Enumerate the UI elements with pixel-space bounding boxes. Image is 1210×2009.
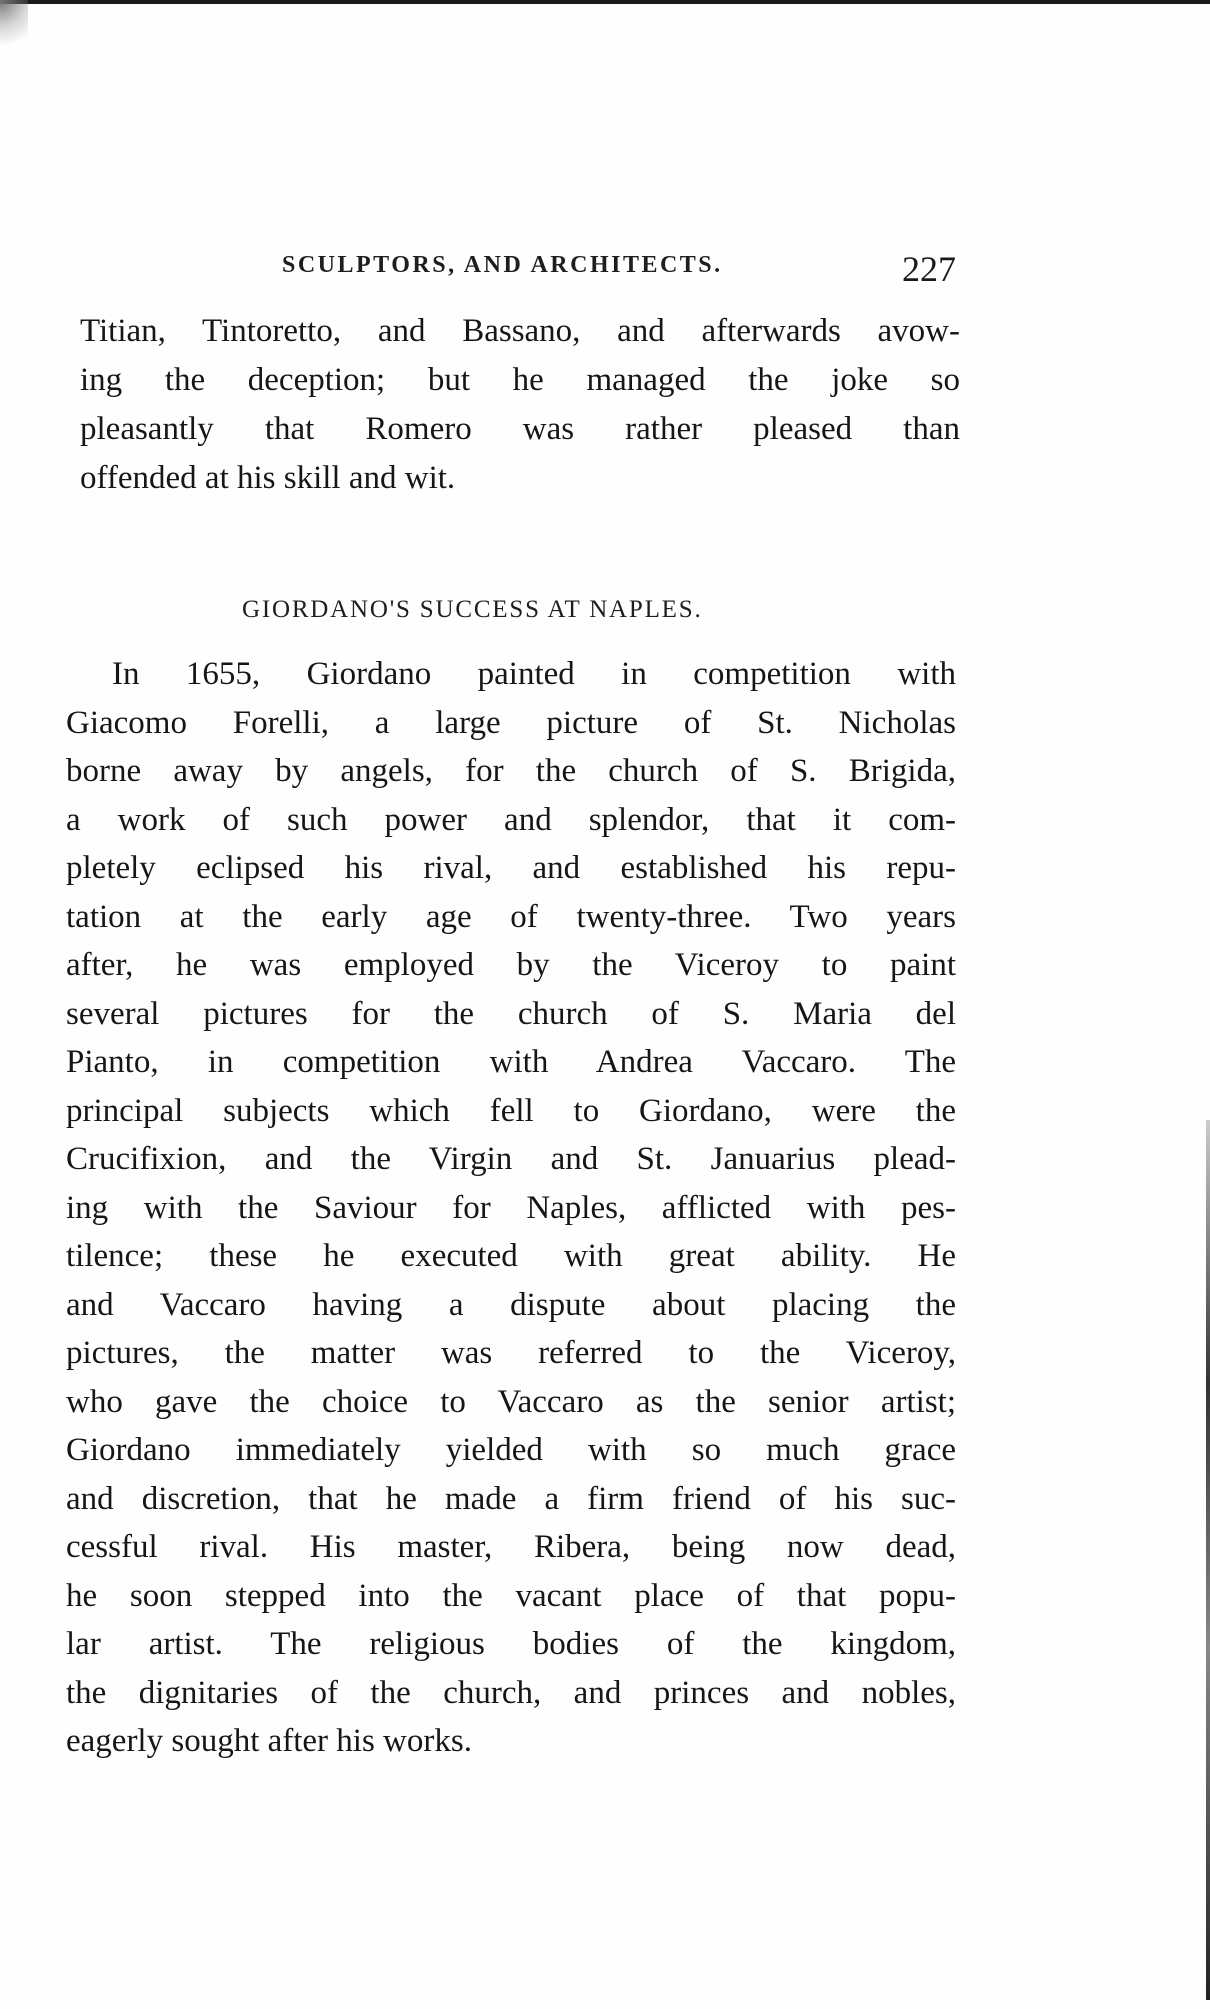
paragraph-2-line: In 1655, Giordano painted in competition with (112, 656, 956, 692)
page-right-edge (1206, 1120, 1210, 2000)
paragraph-2-line: he soon stepped into the vacant place of that popu- (66, 1578, 956, 1614)
paragraph-1-line: offended at his skill and wit. (80, 460, 456, 496)
paragraph-2-line: borne away by angels, for the church of S. Brigida, (66, 753, 956, 789)
paragraph-2-line: ing with the Saviour for Naples, afflicted with pes- (66, 1190, 956, 1226)
paragraph-2-line: tation at the early age of twenty-three. Two years (66, 899, 956, 935)
page-top-edge (0, 0, 1210, 4)
paragraph-2-line: several pictures for the church of S. Maria del (66, 996, 956, 1032)
paragraph-2-line: principal subjects which fell to Giordano, were the (66, 1093, 956, 1129)
paragraph-1-line: Titian, Tintoretto, and Bassano, and afterwards avow- (80, 313, 960, 349)
paragraph-2-line: Giacomo Forelli, a large picture of St. Nicholas (66, 705, 956, 741)
paragraph-2-line: a work of such power and splendor, that it com- (66, 802, 956, 838)
paragraph-2-line: eagerly sought after his works. (66, 1723, 472, 1759)
corner-speck (0, 0, 28, 60)
paragraph-2-line: after, he was employed by the Viceroy to paint (66, 947, 956, 983)
paragraph-2-line: and Vaccaro having a dispute about placing the (66, 1287, 956, 1323)
paragraph-2-line: Giordano immediately yielded with so much grace (66, 1432, 956, 1468)
section-heading: GIORDANO'S SUCCESS AT NAPLES. (242, 596, 703, 623)
paragraph-2-line: and discretion, that he made a firm friend of his suc- (66, 1481, 956, 1517)
page-number: 227 (902, 249, 956, 289)
running-head: SCULPTORS, AND ARCHITECTS. (282, 252, 723, 278)
paragraph-2-line: Crucifixion, and the Virgin and St. Januarius plead- (66, 1141, 956, 1177)
paragraph-2-line: tilence; these he executed with great ability. He (66, 1238, 956, 1274)
paragraph-1-line: ing the deception; but he managed the joke so (80, 362, 960, 398)
paragraph-2-line: cessful rival. His master, Ribera, being now dead, (66, 1529, 956, 1565)
paragraph-2-line: lar artist. The religious bodies of the kingdom, (66, 1626, 956, 1662)
paragraph-2-line: pictures, the matter was referred to the Viceroy, (66, 1335, 956, 1371)
paragraph-2-line: pletely eclipsed his rival, and established his repu- (66, 850, 956, 886)
paragraph-2-line: who gave the choice to Vaccaro as the senior artist; (66, 1384, 956, 1420)
paragraph-1-line: pleasantly that Romero was rather pleased than (80, 411, 960, 447)
paragraph-2-line: Pianto, in competition with Andrea Vaccaro. The (66, 1044, 956, 1080)
paragraph-2-line: the dignitaries of the church, and princes and nobles, (66, 1675, 956, 1711)
